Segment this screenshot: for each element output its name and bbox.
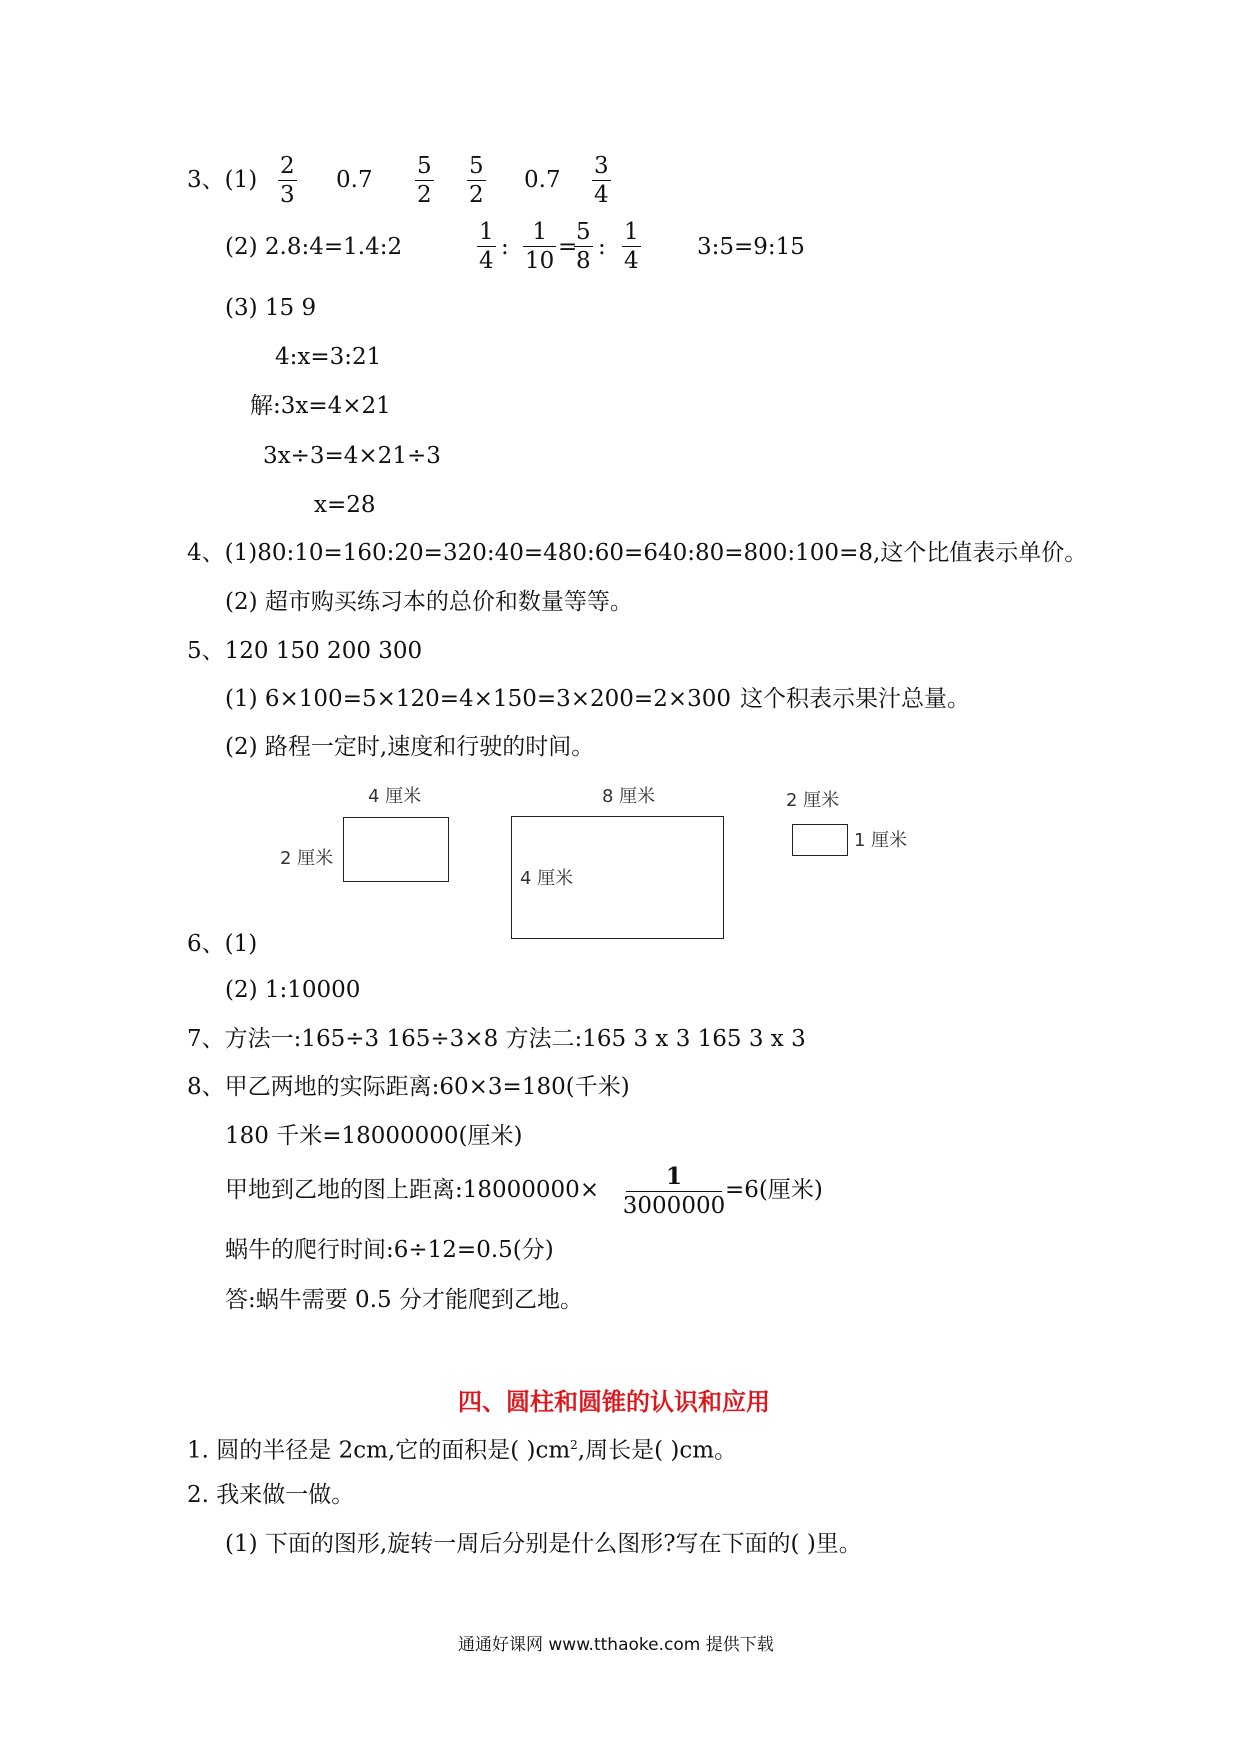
q5-part1-note: 这个积表示果汁总量。 xyxy=(740,686,970,712)
rect3-height-label: 1 厘米 xyxy=(854,830,908,851)
q3-part3: (3) 15 9 xyxy=(225,295,317,321)
superscript: 2 xyxy=(570,1438,578,1452)
ratio: 3:5=9:15 xyxy=(697,234,805,260)
q8-line1: 8、甲乙两地的实际距离:60×3=180(千米) xyxy=(187,1074,630,1100)
value: 0.7 xyxy=(336,167,373,193)
q8-answer: 答:蜗牛需要 0.5 分才能爬到乙地。 xyxy=(225,1287,583,1313)
q3-label: 3、(1) xyxy=(187,167,258,193)
q5-line: 5、120 150 200 300 xyxy=(187,638,423,664)
rectangle-2x1 xyxy=(792,824,848,856)
q8-line3-pre: 甲地到乙地的图上距离:18000000× xyxy=(225,1177,600,1203)
equals: = xyxy=(558,234,578,260)
rect2-width-label: 8 厘米 xyxy=(602,786,656,807)
fraction: 1 3000000 xyxy=(622,1163,726,1219)
q6-part1: 6、(1) xyxy=(187,931,258,957)
section-heading: 四、圆柱和圆锥的认识和应用 xyxy=(458,1387,770,1416)
q4-part1: 4、(1)80:10=160:20=320:40=480:60=640:80=800:100=8,这个比值表示单价。 xyxy=(187,540,1088,566)
equation: 4:x=3:21 xyxy=(275,344,382,370)
fraction: 1 10 xyxy=(525,219,555,274)
solution-step: x=28 xyxy=(314,492,376,518)
rect2-height-label: 4 厘米 xyxy=(520,868,574,889)
q5-part1: (1) 6×100=5×120=4×150=3×200=2×300 xyxy=(225,686,731,712)
rect3-width-label: 2 厘米 xyxy=(786,790,840,811)
s4-q1 xyxy=(187,1430,737,1466)
fraction: 5 2 xyxy=(469,153,484,208)
rect1-width-label: 4 厘米 xyxy=(368,786,422,807)
solution-step: 解:3x=4×21 xyxy=(250,393,391,419)
q3-part2: (2) 2.8:4=1.4:2 xyxy=(225,234,403,260)
s4-q2-part1: (1) 下面的图形,旋转一周后分别是什么图形?写在下面的( )里。 xyxy=(225,1531,862,1557)
rectangle-4x2 xyxy=(343,817,449,882)
colon: : xyxy=(501,234,509,260)
fraction: 3 4 xyxy=(594,153,609,208)
solution-step: 3x÷3=4×21÷3 xyxy=(263,443,441,469)
footer-text: 通通好课网 www.tthaoke.com 提供下载 xyxy=(458,1635,774,1655)
s4-q2: 2. 我来做一做。 xyxy=(187,1482,355,1508)
fraction: 1 4 xyxy=(479,219,494,274)
fraction: 5 8 xyxy=(576,219,591,274)
value: 0.7 xyxy=(524,167,561,193)
fraction: 5 2 xyxy=(417,153,432,208)
fraction: 1 4 xyxy=(624,219,639,274)
q5-part2: (2) 路程一定时,速度和行驶的时间。 xyxy=(225,734,595,760)
s4-q1-text: 1. 圆的半径是 2cm,它的面积是( )cm xyxy=(187,1437,571,1464)
colon: : xyxy=(598,234,606,260)
rect1-height-label: 2 厘米 xyxy=(280,848,334,869)
q4-part2: (2) 超市购买练习本的总价和数量等等。 xyxy=(225,589,633,615)
q8-line3-post: =6(厘米) xyxy=(725,1177,823,1203)
q8-line2: 180 千米=18000000(厘米) xyxy=(225,1123,523,1149)
q7-line: 7、方法一:165÷3 165÷3×8 方法二:165 3 x 3 165 3 x 3 xyxy=(187,1026,806,1052)
fraction: 2 3 xyxy=(280,153,295,208)
q8-line4: 蜗牛的爬行时间:6÷12=0.5(分) xyxy=(225,1237,554,1263)
q6-part2: (2) 1:10000 xyxy=(225,977,361,1003)
s4-q1-text-tail: ,周长是( )cm。 xyxy=(577,1437,738,1464)
